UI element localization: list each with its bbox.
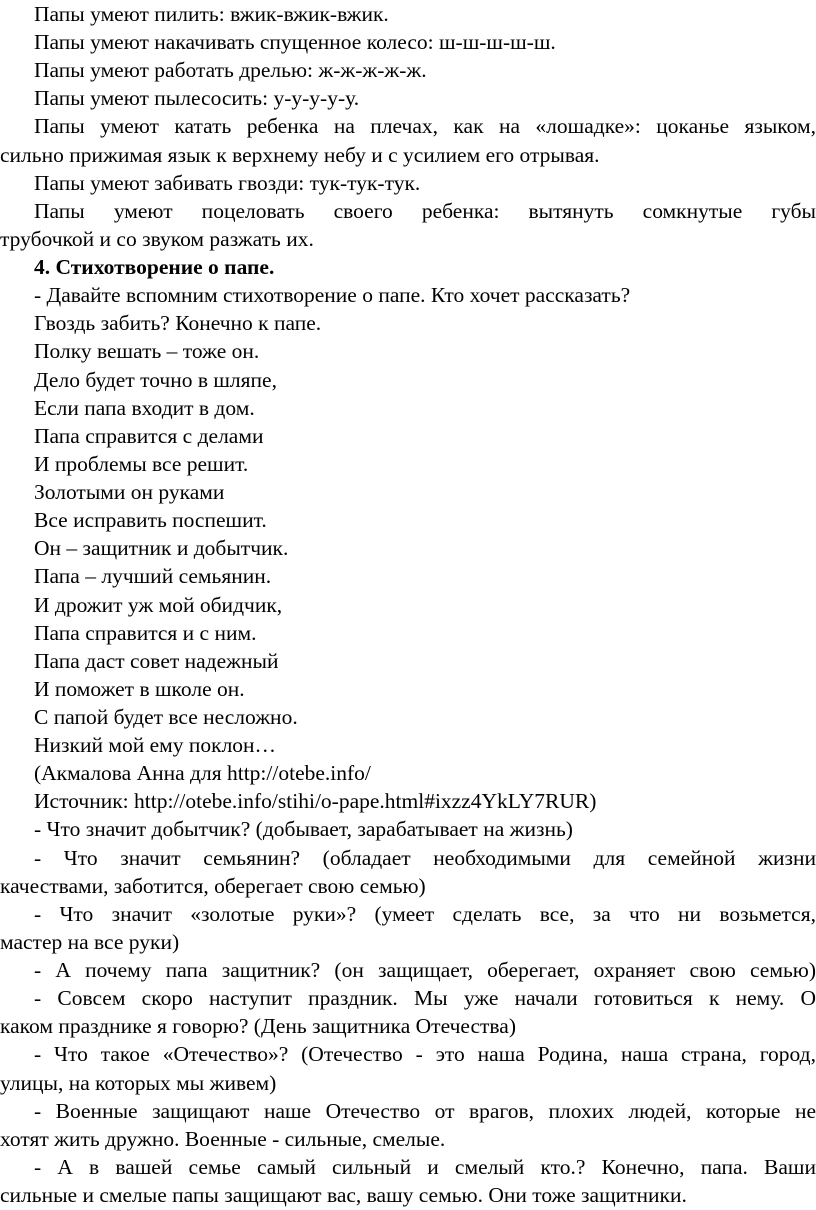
text-line: Папы умеют пилить: вжик-вжик-вжик.	[34, 2, 389, 26]
dialogue-line: - Военные защищают наше Отечество от врагов, плохих людей, которые не	[34, 1098, 816, 1123]
dialogue-line: сильные и смелые папы защищают вас, вашу семью. Они тоже защитники.	[0, 1183, 687, 1207]
text-line: сильно прижимая язык к верхнему небу и с усилием его отрывая.	[0, 142, 600, 167]
poem-line: Папа даст совет надежный	[34, 648, 279, 673]
dialogue-line: качествами, заботится, оберегает свою семью)	[0, 873, 426, 898]
dialogue-line: каком празднике я говорю? (День защитника Отечества)	[0, 1014, 516, 1039]
poem-line: Он – защитник и добытчик.	[34, 536, 289, 561]
poem-line: Полку вешать – тоже он.	[34, 339, 260, 364]
poem-line: Гвоздь забить? Конечно к папе.	[34, 311, 322, 336]
text-line: Папы умеют накачивать спущенное колесо: ш-ш-ш-ш-ш.	[34, 30, 556, 55]
poem-line: И проблемы все решит.	[34, 451, 249, 476]
dialogue-line: - Что значит «золотые руки»? (умеет сделать все, за что ни возьмется,	[34, 901, 816, 926]
poem-line: Золотыми он руками	[34, 480, 225, 505]
poem-line: Дело будет точно в шляпе,	[34, 367, 277, 392]
dialogue-line: - Что такое «Отечество»? (Отечество - это наша Родина, наша страна, город,	[34, 1042, 816, 1067]
text-line: Папы умеют забивать гвозди: тук-тук-тук.	[34, 170, 421, 195]
text-line: Папы умеют работать дрелью: ж-ж-ж-ж-ж.	[34, 58, 427, 83]
intro-line: - Давайте вспомним стихотворение о папе. Кто хочет рассказать?	[34, 283, 631, 308]
dialogue-line: - Что значит семьянин? (обладает необходимыми для семейной жизни	[34, 845, 816, 870]
dialogue-line: мастер на все руки)	[0, 929, 180, 954]
poem-line: Папа справится и с ним.	[34, 620, 257, 645]
poem-line: Низкий мой ему поклон…	[34, 733, 277, 758]
poem-line: С папой будет все несложно.	[34, 704, 298, 729]
attribution: (Акмалова Анна для http://otebe.info/	[34, 761, 371, 786]
dialogue-line: - Что значит добытчик? (добывает, зарабатывает на жизнь)	[34, 817, 573, 842]
poem-line: И поможет в школе он.	[34, 676, 245, 701]
poem-line: Папа – лучший семьянин.	[34, 564, 272, 589]
dialogue-line: улицы, на которых мы живем)	[0, 1070, 277, 1095]
text-line: Папы умеют катать ребенка на плечах, как на «лошадке»: цоканье языком,	[34, 114, 816, 139]
dialogue-line: - А почему папа защитник? (он защищает, оберегает, охраняет свою семью)	[34, 958, 816, 983]
text-line: Папы умеют пылесосить: у-у-у-у-у.	[34, 86, 360, 111]
dialogue-line: хотят жить дружно. Военные - сильные, смелые.	[0, 1126, 446, 1151]
text-line: трубочкой и со звуком разжать их.	[0, 226, 314, 251]
text-line: Папы умеют поцеловать своего ребенка: вытянуть сомкнутые губы	[34, 198, 816, 223]
dialogue-line: - А в вашей семье самый сильный и смелый кто.? Конечно, папа. Ваши	[34, 1154, 816, 1179]
poem-line: Папа справится с делами	[34, 423, 264, 448]
poem-line: Все исправить поспешит.	[34, 508, 267, 533]
source-link: Источник: http://otebe.info/stihi/o-pape.html#ixzz4YkLY7RUR)	[34, 789, 597, 814]
dialogue-line: - Совсем скоро наступит праздник. Мы уже начали готовиться к нему. О	[34, 986, 816, 1011]
poem-line: Если папа входит в дом.	[34, 395, 255, 420]
poem-line: И дрожит уж мой обидчик,	[34, 592, 283, 617]
section-heading: 4. Стихотворение о папе.	[34, 255, 275, 280]
